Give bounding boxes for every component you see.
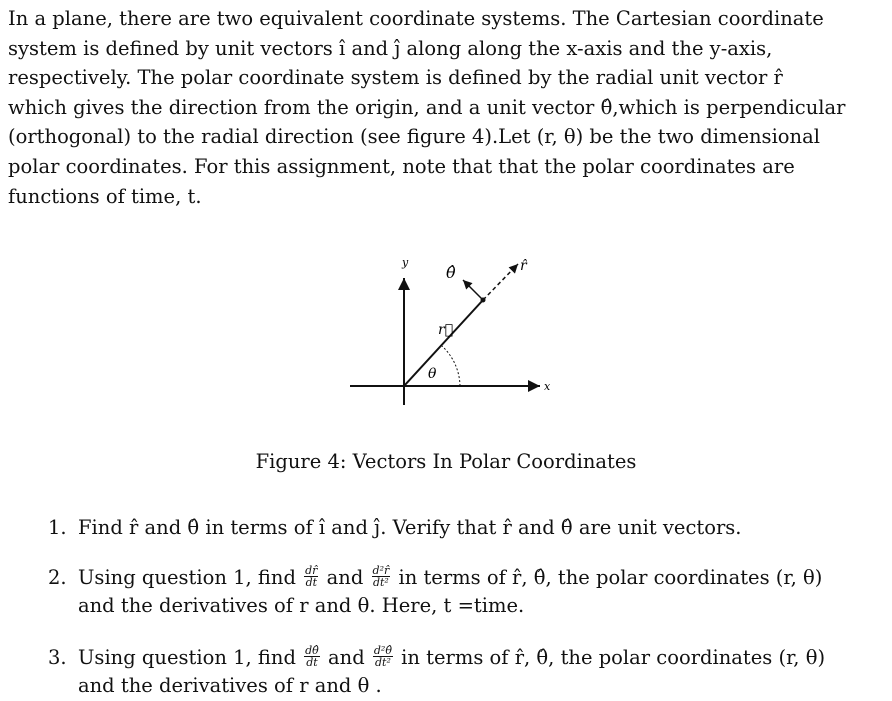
polar-figure <box>340 250 560 410</box>
question-lead: Using question 1, find <box>78 646 296 669</box>
question-line2: and the derivatives of r and θ. Here, t =time. <box>78 594 525 617</box>
question-lead: Using question 1, find <box>78 566 296 589</box>
vector-tip <box>481 298 486 303</box>
radial-line <box>404 300 483 386</box>
and-word: and <box>326 566 364 589</box>
question-tail: in terms of r̂, θ̂, the polar coordinates (r, θ) <box>398 566 823 589</box>
fraction-d2r-dt2: $\frac{\text{d²r̂}}{\text{dt²}}$ <box>372 564 390 589</box>
paragraph-line: (orthogonal) to the radial direction (see figure 4).Let (r, θ) be the two dimensional <box>8 125 820 149</box>
theta-arc <box>442 346 460 386</box>
question-2 <box>48 564 822 620</box>
paragraph-line: respectively. The polar coordinate system is defined by the radial unit vector r̂ <box>8 66 783 90</box>
and-word: and <box>328 646 365 669</box>
paragraph-line: functions of time, t. <box>8 184 202 208</box>
fraction-dtheta-dt: $\frac{d\thetâ}{dt}$ <box>305 644 319 669</box>
question-text: Find r̂ and θ̂ in terms of î and ĵ. Verify that r̂ and θ̂ are unit vectors. <box>78 516 742 539</box>
r-hat-label: r̂ <box>520 258 527 274</box>
y-axis-label: y <box>402 256 409 269</box>
r-hat-arrow <box>483 264 518 300</box>
question-1 <box>48 514 741 542</box>
x-axis-label: x <box>544 380 551 393</box>
theta-hat-label: θ̂ <box>446 263 456 282</box>
fraction-dr-dt: $\frac{dr̂}{dt}$ <box>305 564 318 589</box>
paragraph-line: In a plane, there are two equivalent coordinate systems. The Cartesian coordinate <box>8 7 824 30</box>
question-number: 3. <box>48 646 67 669</box>
intro-paragraph <box>8 4 886 211</box>
question-3 <box>48 644 825 700</box>
question-number: 2. <box>48 566 67 589</box>
paragraph-line: system is defined by unit vectors î and ĵ along along the x-axis and the y-axis, <box>8 36 773 60</box>
theta-hat-arrow <box>463 280 483 300</box>
figure-caption: Figure 4: Vectors In Polar Coordinates <box>255 450 637 473</box>
r-vector-label: r⃗ <box>438 322 454 338</box>
theta-label: θ <box>428 366 437 382</box>
paragraph-line: which gives the direction from the origin, and a unit vector θ̂,which is perpendicular <box>8 95 846 119</box>
question-tail: in terms of r̂, θ̂, the polar coordinates (r, θ) <box>401 646 826 669</box>
fraction-d2theta-dt2: $\frac{\text{d²θ̂}}{\text{dt²}}$ <box>373 644 392 669</box>
question-line2: and the derivatives of r and θ . <box>78 674 382 697</box>
question-number: 1. <box>48 516 67 539</box>
paragraph-line: polar coordinates. For this assignment, note that that the polar coordinates are <box>8 154 795 178</box>
